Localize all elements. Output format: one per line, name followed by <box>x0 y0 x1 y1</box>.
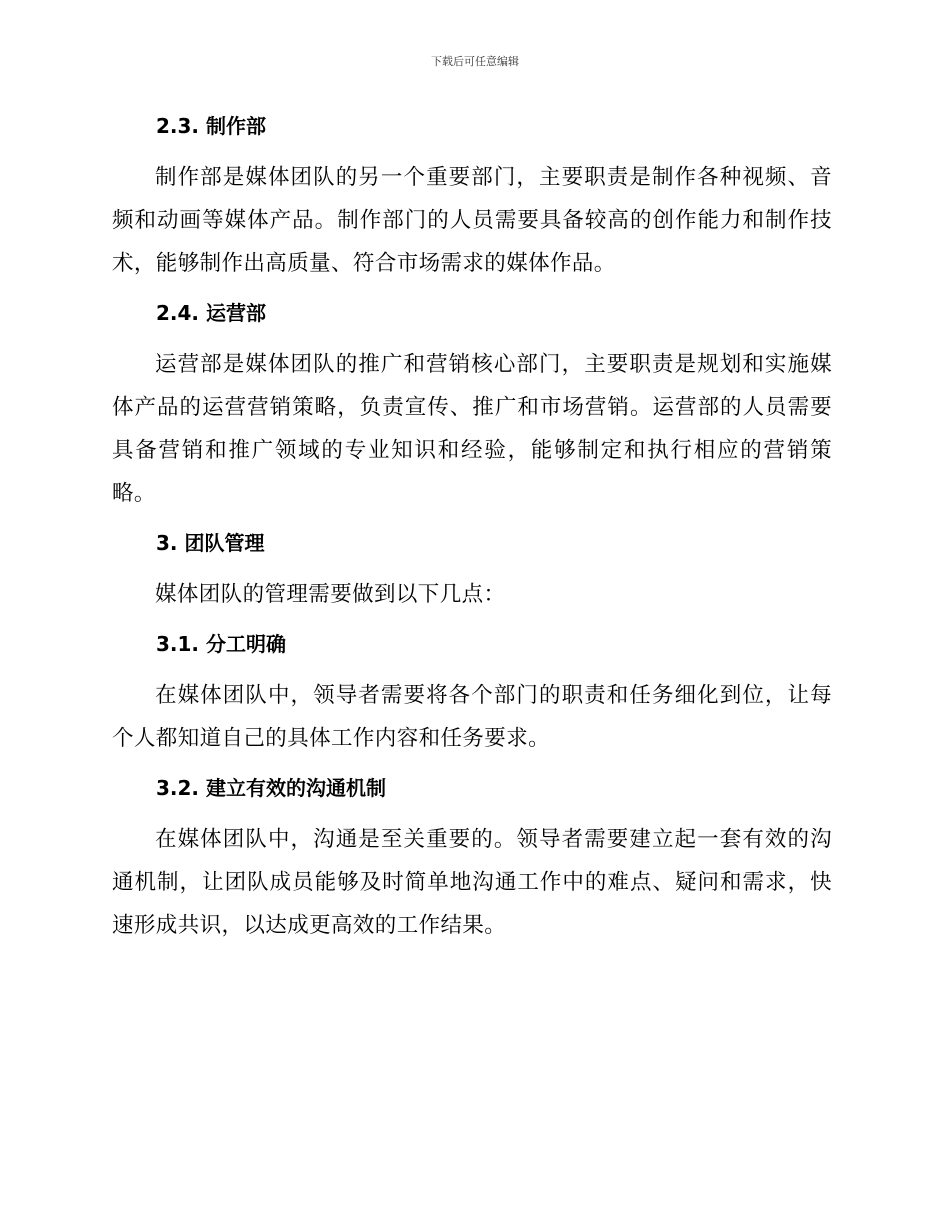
section-heading-2-4: 2.4. 运营部 <box>156 301 266 325</box>
section-heading-2-3: 2.3. 制作部 <box>156 114 266 138</box>
section-heading-3-1: 3.1. 分工明确 <box>156 632 286 656</box>
section-heading-3-2: 3.2. 建立有效的沟通机制 <box>156 776 386 800</box>
section-paragraph-3-2: 在媒体团队中，沟通是至关重要的。领导者需要建立起一套有效的沟通机制，让团队成员能够及时简单地沟通工作中的难点、疑问和需求，快速形成共识，以达成更高效的工作结果。 <box>112 827 832 938</box>
document-body <box>112 110 832 947</box>
section-heading-3: 3. 团队管理 <box>156 531 265 555</box>
section-paragraph-2-3: 制作部是媒体团队的另一个重要部门，主要职责是制作各种视频、音频和动画等媒体产品。制作部门的人员需要具备较高的创作能力和制作技术，能够制作出高质量、符合市场需求的媒体作品。 <box>112 165 832 276</box>
section-paragraph-3-1: 在媒体团队中，领导者需要将各个部门的职责和任务细化到位，让每个人都知道自己的具体工作内容和任务要求。 <box>112 683 832 751</box>
section-paragraph-3: 媒体团队的管理需要做到以下几点： <box>155 582 506 607</box>
page-header: 下载后可任意编辑 <box>431 55 519 68</box>
section-paragraph-2-4: 运营部是媒体团队的推广和营销核心部门，主要职责是规划和实施媒体产品的运营营销策略，负责宣传、推广和市场营销。运营部的人员需要具备营销和推广领域的专业知识和经验，能够制定和执行相应的营销策略。 <box>112 352 832 506</box>
